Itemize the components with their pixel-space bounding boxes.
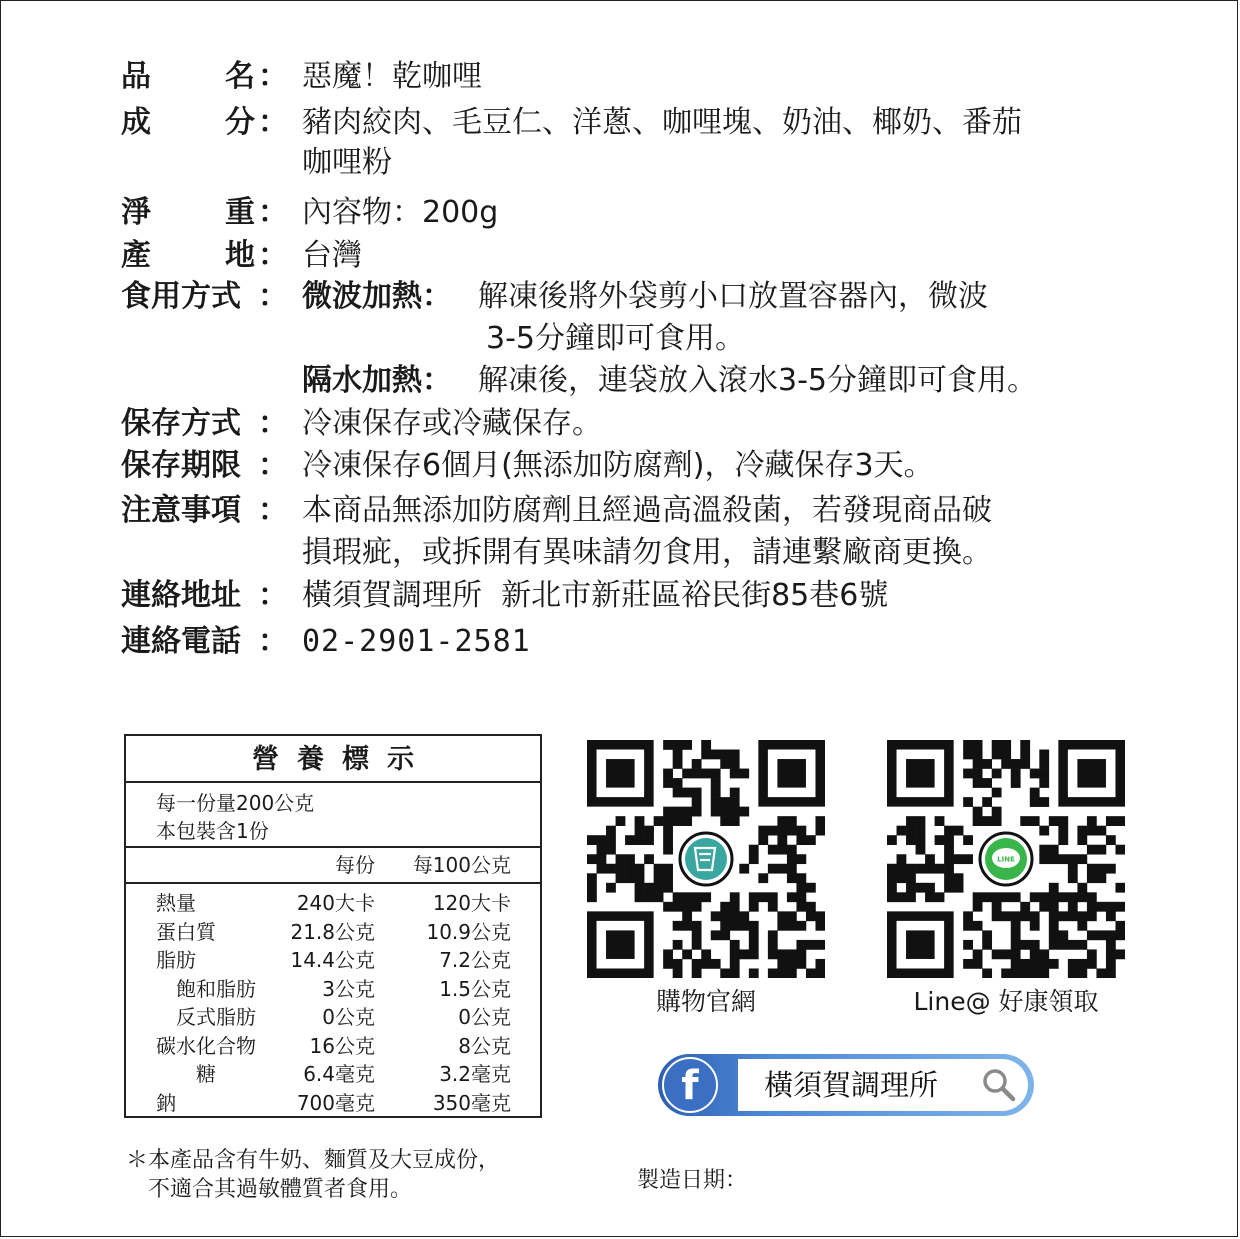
nutrition-table [124, 734, 542, 1118]
usage-key: 食用方式 [121, 279, 241, 314]
col-per-serving: 每份 [335, 853, 375, 877]
qr-code-line[interactable] [887, 740, 1125, 978]
nutrient-per-100g: 3.2毫克 [439, 1062, 511, 1086]
nutrient-name: 熱量 [156, 891, 196, 915]
shelf-life-value: 冷凍保存6個月(無添加防腐劑)，冷藏保存3天。 [302, 448, 934, 483]
nutrient-per-100g: 10.9公克 [426, 919, 511, 944]
nutrition-title: 營養標示 [126, 736, 540, 783]
line-logo-icon [980, 833, 1032, 885]
ingredients-key: 成 分 [121, 105, 255, 140]
boil-text: 解凍後，連袋放入滾水3-5分鐘即可食用。 [478, 363, 1037, 398]
nutrient-per-100g: 1.5公克 [439, 976, 511, 1001]
nutrient-per-100g: 0公克 [458, 1005, 511, 1029]
shopping-cart-icon [680, 833, 732, 885]
nutrition-row [126, 975, 540, 1004]
nutrient-per-100g: 8公克 [458, 1033, 511, 1058]
facebook-page-badge[interactable] [658, 1054, 1034, 1116]
qr-finder-pattern [763, 745, 820, 802]
phone-key: 連絡電話 [121, 624, 241, 659]
nutrient-per-100g: 7.2公克 [439, 948, 511, 972]
nutrition-rows [126, 884, 540, 1117]
origin-value: 台灣 [302, 238, 362, 273]
nutrition-row [126, 918, 540, 947]
search-icon [982, 1068, 1016, 1102]
nutrient-name: 鈉 [156, 1090, 176, 1115]
serving-size: 每一份量200公克 [156, 791, 315, 815]
product-name-key: 品 名 [121, 59, 255, 94]
facebook-page-name: 橫須賀調理所 [764, 1068, 939, 1102]
qr-code-line-pattern [887, 740, 1125, 978]
allergen-note-line-2: 不適合其過敏體質者食用。 [148, 1177, 413, 1202]
nutrient-per-serving: 3公克 [322, 976, 375, 1001]
nutrient-per-serving: 0公克 [322, 1005, 375, 1029]
nutrient-per-serving: 240大卡 [296, 891, 375, 915]
shelf-life-key: 保存期限 [121, 448, 241, 483]
ingredients-line-2: 咖哩粉 [302, 145, 392, 180]
line-badge-text: LINE [997, 855, 1015, 864]
phone-value: 02-2901-2581 [302, 624, 531, 659]
notice-line-2: 損瑕疵，或拆開有異味請勿食用，請連繫廠商更換。 [302, 535, 992, 570]
net-weight-key: 淨 重 [121, 195, 255, 230]
qr-shop-caption: 購物官網 [655, 987, 756, 1016]
microwave-line-1: 解凍後將外袋剪小口放置容器內，微波 [478, 279, 988, 314]
microwave-line-2: 3-5分鐘即可食用。 [486, 321, 745, 356]
qr-code-shop[interactable] [587, 740, 825, 978]
notice-key: 注意事項 [121, 493, 241, 528]
nutrient-name: 反式脂肪 [176, 1005, 256, 1029]
storage-value: 冷凍保存或冷藏保存。 [302, 406, 602, 441]
nutrition-row [126, 1003, 540, 1032]
nutrient-per-serving: 21.8公克 [290, 919, 375, 944]
nutrient-per-serving: 14.4公克 [290, 948, 375, 972]
nutrient-name: 蛋白質 [156, 919, 216, 944]
boil-label: 隔水加熱： [302, 363, 452, 398]
microwave-label: 微波加熱： [302, 279, 452, 314]
storage-key: 保存方式 [121, 406, 241, 441]
qr-finder-pattern [892, 916, 949, 973]
qr-code-shop-pattern [587, 740, 825, 978]
nutrient-per-100g: 120大卡 [432, 891, 511, 915]
manufacture-date-label: 製造日期： [637, 1168, 748, 1193]
nutrition-serving-info [126, 783, 540, 848]
nutrition-row [126, 1060, 540, 1089]
nutrient-name: 飽和脂肪 [176, 976, 256, 1001]
nutrient-per-100g: 350毫克 [432, 1090, 511, 1115]
net-weight-value: 內容物：200g [302, 195, 499, 230]
nutrient-name: 碳水化合物 [156, 1033, 256, 1058]
qr-finder-pattern [592, 916, 649, 973]
qr-finder-pattern [892, 745, 949, 802]
nutrient-per-serving: 6.4毫克 [303, 1062, 375, 1086]
notice-line-1: 本商品無添加防腐劑且經過高溫殺菌，若發現商品破 [302, 493, 992, 528]
allergen-note-line-1: ＊本產品含有牛奶、麵質及大豆成份， [126, 1148, 501, 1173]
nutrition-column-header [126, 848, 540, 884]
nutrition-row [126, 1032, 540, 1061]
product-name-value: 惡魔！乾咖哩 [302, 59, 482, 94]
ingredients-line-1: 豬肉絞肉、毛豆仁、洋蔥、咖哩塊、奶油、椰奶、番茄 [302, 105, 1022, 140]
nutrient-name: 糖 [196, 1062, 216, 1086]
nutrition-row [126, 1089, 540, 1118]
nutrition-row [126, 889, 540, 918]
address-value: 橫須賀調理所 新北市新莊區裕民街85巷6號 [302, 578, 889, 613]
nutrition-row [126, 946, 540, 975]
qr-finder-pattern [1063, 745, 1120, 802]
col-per-100g: 每100公克 [412, 853, 511, 877]
nutrient-per-serving: 16公克 [309, 1033, 375, 1058]
origin-key: 產 地 [121, 238, 255, 273]
qr-line-caption: Line@ 好康領取 [913, 987, 1099, 1016]
address-key: 連絡地址 [121, 578, 241, 613]
servings-per-pack: 本包裝含1份 [156, 819, 269, 843]
nutrient-name: 脂肪 [156, 948, 196, 972]
facebook-icon: f [662, 1057, 718, 1113]
nutrient-per-serving: 700毫克 [296, 1090, 375, 1115]
allergen-note [126, 1146, 500, 1204]
qr-finder-pattern [592, 745, 649, 802]
